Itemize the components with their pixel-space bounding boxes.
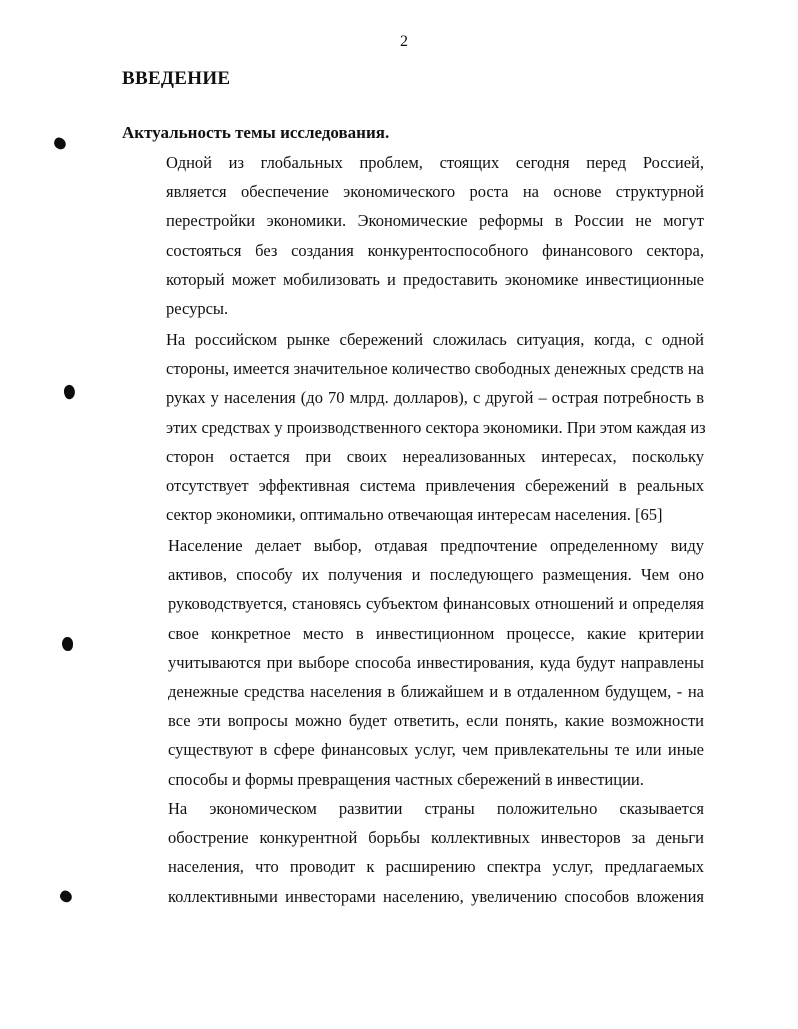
text-line: все эти вопросы можно будет ответить, если понять, какие возможности — [168, 711, 704, 731]
text-line: состояться без создания конкурентоспособного финансового сектора, — [166, 240, 704, 260]
text-line: На российском рынке сбережений сложилась ситуация, когда, с одной — [166, 330, 704, 349]
text-line: Население делает выбор, отдавая предпочтение определенному виду — [168, 536, 704, 555]
text-line: является обеспечение экономического роста на основе структурной — [166, 182, 704, 202]
text-line: способы и формы превращения частных сбережений в инвестиции. — [168, 769, 644, 789]
text-line: ресурсы. — [166, 299, 229, 319]
text-line: этих средствах у производственного сектора экономики. При этом каждая из — [166, 417, 706, 437]
text-line: руках у населения (до 70 млрд. долларов), с другой – острая потребность в — [166, 388, 704, 408]
text-line: денежные средства населения в ближайшем и в отдаленном будущем, - на — [168, 682, 704, 702]
text-line: На экономическом развитии страны положительно сказывается — [168, 799, 704, 818]
text-line: сектор экономики, оптимально отвечающая интересам населения. [65] — [166, 505, 663, 525]
text-line: обострение конкурентной борьбы коллективных инвесторов за деньги — [168, 828, 704, 848]
text-line: существуют в сфере финансовых услуг, чем привлекательны те или иные — [168, 740, 704, 760]
page-number: 2 — [400, 33, 408, 50]
text-line: который может мобилизовать и предоставить экономике инвестиционные — [166, 269, 704, 289]
text-line: коллективными инвесторами населению, увеличению способов вложения — [168, 886, 704, 906]
text-line: свое конкретное место в инвестиционном процессе, какие критерии — [168, 623, 704, 643]
binding-hole-mark-icon — [62, 637, 73, 651]
text-line: учитываются при выборе способа инвестирования, куда будут направлены — [168, 652, 704, 672]
binding-hole-mark-icon — [62, 384, 76, 400]
text-line: населения, что проводит к расширению спектра услуг, предлагаемых — [168, 857, 704, 877]
text-line: отсутствует эффективная система привлечения сбережений в реальных — [166, 476, 704, 496]
paragraph-4 — [122, 794, 704, 911]
text-line: руководствуется, становясь субъектом финансовых отношений и определяя — [168, 594, 704, 614]
subsection-heading: Актуальность темы исследования. — [122, 123, 390, 142]
paragraph-1 — [122, 148, 704, 323]
binding-hole-mark-icon — [52, 136, 67, 150]
text-line: перестройки экономики. Экономические реформы в России не могут — [166, 211, 704, 231]
binding-hole-mark-icon — [58, 889, 74, 905]
paragraph-2 — [122, 325, 704, 529]
text-line: сторон остается при своих нереализованных интересах, поскольку — [166, 446, 704, 466]
text-line: стороны, имеется значительное количество свободных денежных средств на — [166, 359, 705, 379]
text-line: Одной из глобальных проблем, стоящих сегодня перед Россией, — [166, 153, 704, 172]
paragraph-3 — [122, 531, 704, 794]
text-line: активов, способу их получения и последующего размещения. Чем оно — [168, 565, 704, 585]
section-heading: ВВЕДЕНИЕ — [122, 68, 231, 89]
